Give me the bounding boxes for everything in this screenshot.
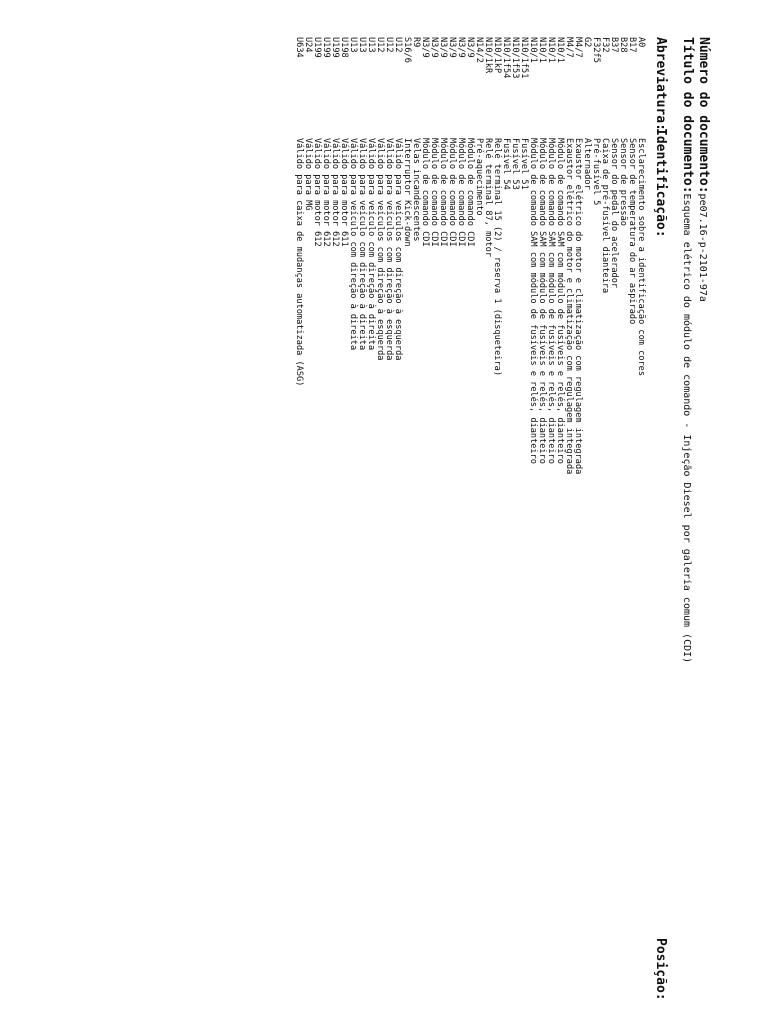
table-row xyxy=(393,37,402,977)
identification-cell: Caixa de pré-fusível dianteira xyxy=(600,138,610,294)
abbreviation-cell: U13 xyxy=(357,37,367,53)
table-row xyxy=(411,37,420,977)
abbreviation-cell: U12 xyxy=(384,37,394,53)
document-number-label: Número do documento: xyxy=(696,37,711,194)
abbreviation-cell: U199 xyxy=(330,37,340,58)
identification-cell: Válido para motor 611 xyxy=(339,138,349,247)
abbreviation-cell: U12 xyxy=(393,37,403,53)
table-row xyxy=(501,37,510,977)
abbreviation-table xyxy=(294,37,645,977)
abbreviation-cell: N3/9 xyxy=(465,37,475,58)
table-row xyxy=(546,37,555,977)
document-title-value: Esquema elétrico do módulo de comando - Injeção Diesel por galeria comum (CDI) xyxy=(681,193,692,664)
table-row xyxy=(357,37,366,977)
table-row xyxy=(465,37,474,977)
table-row xyxy=(429,37,438,977)
abbreviation-cell: N3/9 xyxy=(420,37,430,58)
identification-cell: Esclarecimento sobre a identificação com cores xyxy=(636,138,646,376)
identification-cell: Módulo de comando CDI xyxy=(420,138,430,247)
abbreviation-cell: A0 xyxy=(636,37,646,48)
abbreviation-cell: B37 xyxy=(609,37,619,53)
table-row xyxy=(447,37,456,977)
identification-cell: Módulo de comando CDI xyxy=(456,138,466,247)
identification-cell: Válido para veículo com direção à direita xyxy=(366,138,376,351)
identification-cell: Sensor do pedal do acelerador xyxy=(609,138,619,289)
identification-cell: Módulo de comando CDI xyxy=(429,138,439,247)
abbreviation-cell: N10/1 xyxy=(555,37,565,63)
identification-cell: Válido para veículos com direção à esquerda xyxy=(375,138,385,361)
identification-cell: Válido para motor 612 xyxy=(312,138,322,247)
identification-cell: Sensor de temperatura do ar aspirado xyxy=(627,138,637,325)
table-row xyxy=(375,37,384,977)
abbreviation-cell: N14/2 xyxy=(474,37,484,63)
identification-cell: Pré-aquecimento xyxy=(474,138,484,216)
abbreviation-cell: U24 xyxy=(303,37,313,53)
identification-cell: Módulo de comando SAM com módulo de fusíveis e relés, dianteiro xyxy=(555,138,565,464)
table-row xyxy=(609,37,618,977)
abbreviation-cell: N10/1 xyxy=(546,37,556,63)
abbreviation-cell: N3/9 xyxy=(438,37,448,58)
table-row xyxy=(294,37,303,977)
table-row xyxy=(582,37,591,977)
identification-cell: Exaustor elétrico do motor e climatização com regulagem integrada xyxy=(573,138,583,475)
table-row xyxy=(510,37,519,977)
abbreviation-cell: M4/7 xyxy=(573,37,583,58)
table-row xyxy=(618,37,627,977)
table-row xyxy=(384,37,393,977)
table-row xyxy=(366,37,375,977)
identification-cell: Alternador xyxy=(582,138,592,190)
table-row xyxy=(555,37,564,977)
table-row xyxy=(456,37,465,977)
table-row xyxy=(402,37,411,977)
document-number-value: pe07.16-p-2101-97a xyxy=(697,193,708,302)
identification-cell: Sensor de pressão xyxy=(618,138,628,226)
abbreviation-cell: N10/1f53 xyxy=(510,37,520,79)
identification-cell: Válido para caixa de mudanças automatizada (ASG) xyxy=(294,138,304,387)
abbreviation-cell: N3/9 xyxy=(456,37,466,58)
identification-cell: Válido para veículos com direção à esquerda xyxy=(384,138,394,361)
abbreviation-cell: N10/1kP xyxy=(492,37,502,74)
document-title-label: Título do documento: xyxy=(680,37,695,194)
identification-cell: Válido para MG xyxy=(303,138,313,211)
table-row xyxy=(564,37,573,977)
table-row xyxy=(627,37,636,977)
abbreviation-cell: R9 xyxy=(411,37,421,48)
table-row xyxy=(420,37,429,977)
table-row xyxy=(321,37,330,977)
abbreviation-cell: F32 xyxy=(600,37,610,53)
identification-cell: Relé terminal 87, motor xyxy=(483,138,493,257)
identification-cell: Exaustor elétrico do motor e climatização com regulagem integrada xyxy=(564,138,574,475)
abbreviation-cell: N3/9 xyxy=(429,37,439,58)
abbreviation-cell: U12 xyxy=(375,37,385,53)
abbreviation-cell: M4/7 xyxy=(564,37,574,58)
identification-cell: Relé terminal 15 (2) / reserva 1 (disqueteira) xyxy=(492,138,502,376)
table-row xyxy=(312,37,321,977)
abbreviation-cell: U13 xyxy=(366,37,376,53)
table-row xyxy=(339,37,348,977)
abbreviation-cell: B28 xyxy=(618,37,628,53)
table-row xyxy=(519,37,528,977)
table-row xyxy=(348,37,357,977)
identification-cell: Módulo de comando SAM com módulo de fusíveis e relés, dianteiro xyxy=(537,138,547,464)
table-row xyxy=(483,37,492,977)
abbreviation-cell: U198 xyxy=(339,37,349,58)
abbreviation-cell: U634 xyxy=(294,37,304,58)
column-header-identification: Identificação: xyxy=(653,128,668,238)
document-title xyxy=(680,37,695,663)
identification-cell: Fusível 54 xyxy=(501,138,511,190)
table-row xyxy=(600,37,609,977)
identification-cell: Válido para motor 612 xyxy=(321,138,331,247)
table-row xyxy=(474,37,483,977)
table-row xyxy=(591,37,600,977)
identification-cell: Fusível 53 xyxy=(510,138,520,190)
identification-cell: Interruptor Kick-down xyxy=(402,138,412,247)
identification-cell: Válido para veículos com direção à esquerda xyxy=(393,138,403,361)
abbreviation-cell: U13 xyxy=(348,37,358,53)
table-row xyxy=(528,37,537,977)
identification-cell: Fusível 51 xyxy=(519,138,529,190)
abbreviation-cell: N10/1 xyxy=(528,37,538,63)
column-header-abbreviation: Abreviatura: xyxy=(653,37,668,131)
abbreviation-cell: U199 xyxy=(321,37,331,58)
document-number xyxy=(696,37,711,302)
table-row xyxy=(573,37,582,977)
identification-cell: Módulo de comando SAM com módulo de fusíveis e relés, dianteiro xyxy=(528,138,538,464)
identification-cell: Válido para veículo com direção à direita xyxy=(348,138,358,351)
abbreviation-cell: F32f5 xyxy=(591,37,601,63)
table-row xyxy=(303,37,312,977)
abbreviation-cell: B17 xyxy=(627,37,637,53)
table-row xyxy=(636,37,645,977)
abbreviation-cell: N10/1f54 xyxy=(501,37,511,79)
abbreviation-cell: G2 xyxy=(582,37,592,48)
abbreviation-cell: N10/1f51 xyxy=(519,37,529,79)
table-row xyxy=(438,37,447,977)
identification-cell: Módulo de comando CDI xyxy=(465,138,475,247)
table-row xyxy=(492,37,501,977)
identification-cell: Pré-fusível 5 xyxy=(591,138,601,206)
abbreviation-cell: N3/9 xyxy=(447,37,457,58)
abbreviation-cell: U199 xyxy=(312,37,322,58)
identification-cell: Válido para motor 612 xyxy=(330,138,340,247)
table-row xyxy=(330,37,339,977)
identification-cell: Válido para veículo com direção à direita xyxy=(357,138,367,351)
abbreviation-cell: N10/1 xyxy=(537,37,547,63)
identification-cell: Velas incandescentes xyxy=(411,138,421,242)
abbreviation-cell: S16/6 xyxy=(402,37,412,63)
abbreviation-cell: N10/1kR xyxy=(483,37,493,74)
identification-cell: Módulo de comando CDI xyxy=(447,138,457,247)
identification-cell: Módulo de comando CDI xyxy=(438,138,448,247)
column-header-position: Posição: xyxy=(653,938,668,1001)
identification-cell: Módulo de comando SAM com módulo de fusíveis e relés, dianteiro xyxy=(546,138,556,464)
table-row xyxy=(537,37,546,977)
